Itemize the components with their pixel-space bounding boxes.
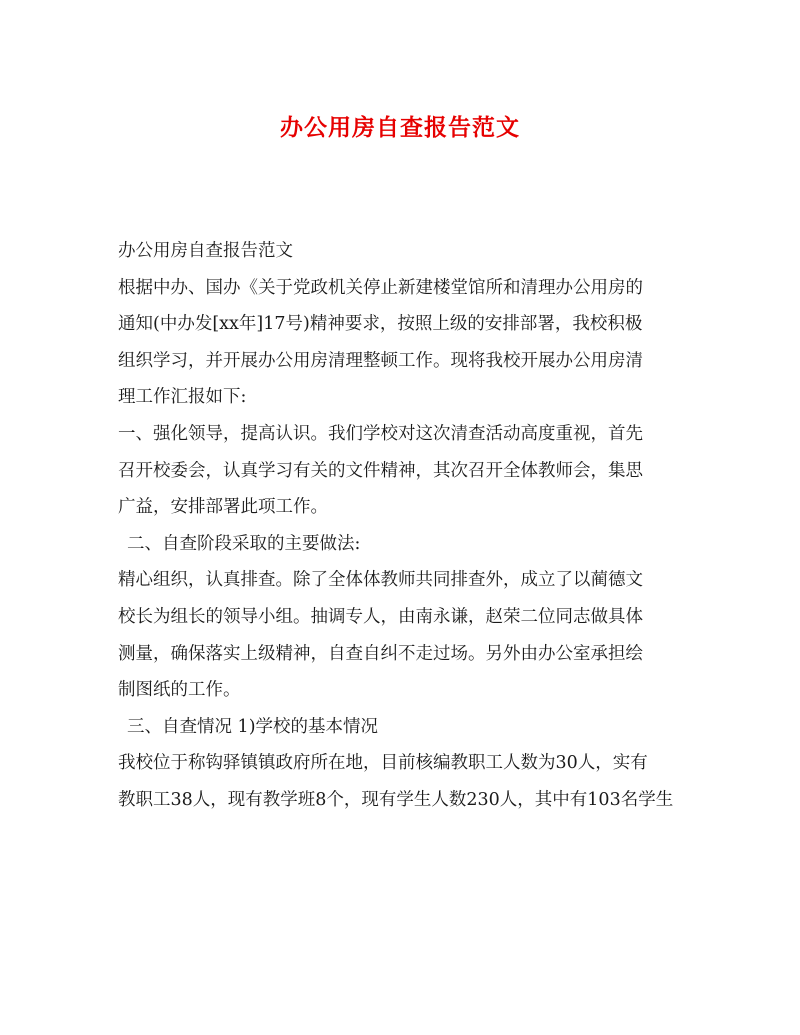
body-line: 通知(中办发[xx年]17号)精神要求，按照上级的安排部署，我校积极 — [118, 314, 643, 335]
body-line: 精心组织，认真排查。除了全体体教师共同排查外，成立了以蔺德文 — [118, 570, 643, 591]
body-line: 校长为组长的领导小组。抽调专人，由南永谦，赵荣二位同志做具体 — [118, 606, 643, 627]
body-line: 组织学习，并开展办公用房清理整顿工作。现将我校开展办公用房清 — [118, 350, 643, 371]
body-line: 办公用房自查报告范文 — [118, 241, 293, 261]
section-heading-1: 一、强化领导，提高认识。我们学校对这次清查活动高度重视，首先 — [118, 423, 643, 444]
document-title: 办公用房自查报告范文 — [280, 114, 520, 141]
body-line: 根据中办、国办《关于党政机关停止新建楼堂馆所和清理办公用房的 — [118, 277, 643, 298]
body-line: 教职工38人，现有教学班8个，现有学生人数230人，其中有103名学生 — [118, 789, 674, 810]
section-heading-3: 三、自查情况 1)学校的基本情况 — [127, 716, 379, 737]
body-line: 理工作汇报如下: — [118, 387, 247, 408]
section-heading-2: 二、自查阶段采取的主要做法: — [127, 533, 361, 554]
body-line: 测量，确保落实上级精神，自查自纠不走过场。另外由办公室承担绘 — [118, 643, 643, 664]
body-line: 召开校委会，认真学习有关的文件精神，其次召开全体教师会，集思 — [118, 460, 643, 481]
body-line: 制图纸的工作。 — [118, 680, 241, 701]
body-line: 我校位于称钩驿镇镇政府所在地，目前核编教职工人数为30人，实有 — [118, 753, 648, 774]
document-body — [118, 233, 688, 819]
body-line: 广益，安排部署此项工作。 — [118, 497, 328, 518]
